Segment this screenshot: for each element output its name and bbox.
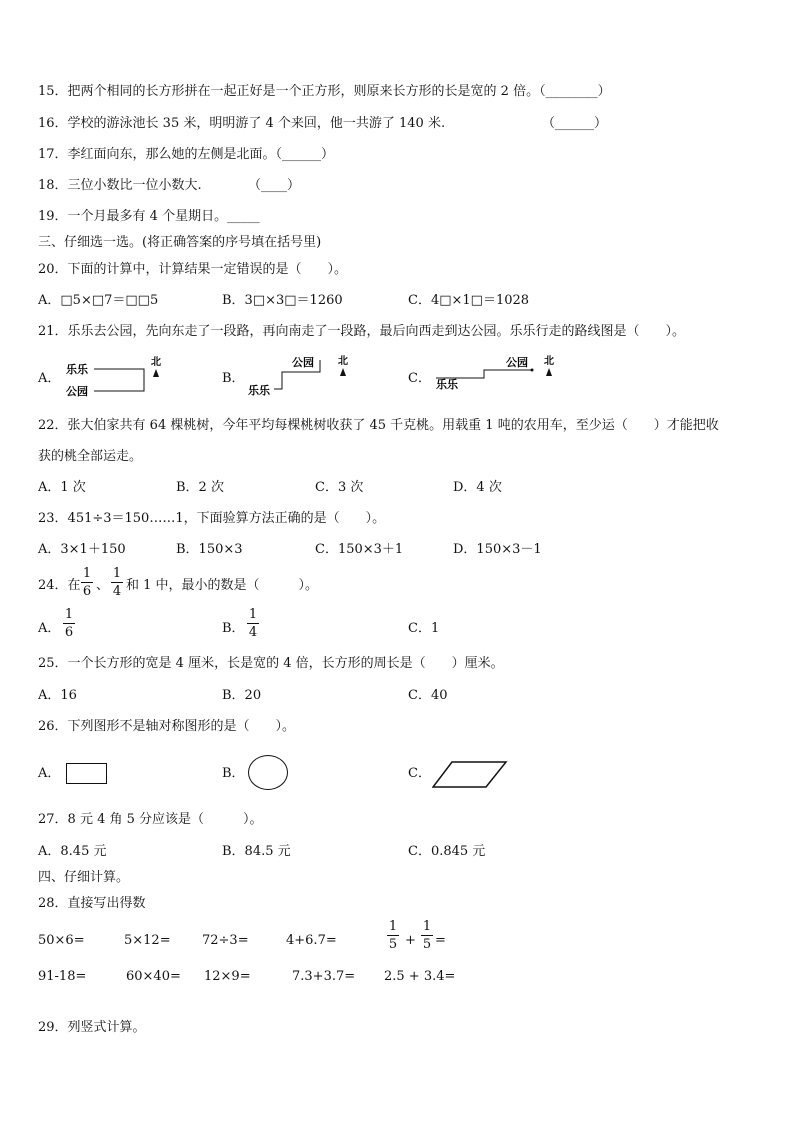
section-4-heading: 四、仔细计算。 [38,870,130,885]
q25-option-a[interactable]: A．16 [38,688,77,703]
question-29: 29．列竖式计算。 [38,1020,146,1035]
q21-option-c-label[interactable]: C． [408,371,431,386]
section-3-heading: 三、仔细选一选。(将正确答案的序号填在括号里) [38,235,322,250]
calc-item: 60×40= [126,969,181,984]
q23-option-b[interactable]: B．150×3 [176,542,243,557]
north-label: 北 [151,357,161,368]
question-22-line1: 22．张大伯家共有 64 棵桃树，今年平均每棵桃树收获了 45 千克桃。用载重 1 吨的农用车，至少运（ ）才能把收 [38,418,719,433]
question-26: 26．下列图形不是轴对称图形的是（ ）。 [38,719,296,734]
q25-option-c[interactable]: C．40 [408,688,448,703]
rectangle-shape [66,763,107,784]
q26-option-a-label[interactable]: A． [38,766,61,781]
plus-sign: + [405,933,416,948]
question-17: 17．李红面向东，那么她的左侧是北面。（______） [38,147,335,162]
q21-route-map-c [432,350,572,396]
q22-option-a[interactable]: A．1 次 [38,480,86,495]
calc-item: 12×9= [204,969,251,984]
answer-blank-18[interactable]: （____） [248,178,301,193]
north-label: 北 [338,356,348,367]
q20-option-b[interactable]: B．3□×3□＝1260 [222,293,343,308]
q24-option-c[interactable]: C．1 [408,621,440,636]
q21-route-map-b [246,352,356,398]
map-label-park: 公园 [66,385,88,398]
q26-option-c-label[interactable]: C． [408,766,431,781]
fraction-one-fifth: 1 5 [422,919,432,952]
north-arrow-icon [153,369,159,377]
question-25: 25．一个长方形的宽是 4 厘米，长是宽的 4 倍，长方形的周长是（ ）厘米。 [38,656,504,671]
question-20: 20．下面的计算中，计算结果一定错误的是（ ）。 [38,262,348,277]
question-28: 28．直接写出得数 [38,896,146,911]
question-18: 18．三位小数比一位小数大. [38,178,202,193]
q23-option-c[interactable]: C．150×3＋1 [315,542,404,557]
q27-option-b[interactable]: B．84.5 元 [222,844,291,859]
question-24-separator: 、 [96,578,110,593]
calc-item: 50×6= [38,933,85,948]
q20-option-c[interactable]: C．4□×1□＝1028 [408,293,530,308]
parallelogram-shape [432,760,508,790]
q22-option-c[interactable]: C．3 次 [315,480,364,495]
map-label-lele: 乐乐 [66,363,88,376]
q23-option-d[interactable]: D．150×3－1 [453,542,542,557]
q21-option-b-label[interactable]: B． [222,371,245,386]
question-22-line2: 获的桃全部运走。 [38,449,143,464]
north-arrow-icon [546,368,552,376]
question-21: 21．乐乐去公园，先向东走了一段路，再向南走了一段路，最后向西走到达公园。乐乐行走的路线图是（ ）。 [38,324,686,339]
map-label-park: 公园 [506,356,528,369]
question-19: 19．一个月最多有 4 个星期日。_____ [38,209,260,224]
fraction-one-sixth: 1 6 [82,566,92,599]
north-label: 北 [544,356,554,367]
fraction-one-quarter: 1 4 [112,566,122,599]
calc-item: 4+6.7= [286,933,337,948]
fraction-one-fifth: 1 5 [388,919,398,952]
north-arrow-icon [340,368,346,376]
map-label-lele: 乐乐 [436,378,458,391]
question-24-suffix: 和 1 中，最小的数是（ ）。 [126,578,319,593]
q26-option-b-label[interactable]: B． [222,766,245,781]
q24-option-b-fraction: 1 4 [248,607,258,640]
q24-option-a-fraction: 1 6 [64,607,74,640]
question-15: 15．把两个相同的长方形拼在一起正好是一个正方形，则原来长方形的长是宽的 2 倍。（________） [38,84,611,99]
circle-shape [248,755,288,790]
question-24-prefix: 24．在 [38,578,81,593]
q22-option-b[interactable]: B．2 次 [176,480,224,495]
q22-option-d[interactable]: D．4 次 [453,480,502,495]
q24-option-b[interactable]: B． [222,621,245,636]
map-label-lele: 乐乐 [248,384,270,397]
q27-option-c[interactable]: C．0.845 元 [408,844,486,859]
q25-option-b[interactable]: B．20 [222,688,262,703]
q20-option-a[interactable]: A．□5×□7＝□□5 [38,293,159,308]
calc-item: 2.5 + 3.4= [384,969,456,984]
question-27: 27．8 元 4 角 5 分应该是（ ）。 [38,812,263,827]
calc-item: 5×12= [124,933,171,948]
map-label-park: 公园 [292,356,314,369]
q21-route-map-a [62,355,172,401]
answer-blank-16[interactable]: （______） [542,116,608,131]
equals-sign: = [435,933,446,948]
question-16: 16．学校的游泳池长 35 米，明明游了 4 个来回，他一共游了 140 米. [38,116,446,131]
q24-option-a[interactable]: A． [38,621,61,636]
q27-option-a[interactable]: A．8.45 元 [38,844,107,859]
calc-item: 91-18= [38,969,87,984]
calc-item: 7.3+3.7= [292,969,356,984]
q23-option-a[interactable]: A．3×1＋150 [38,542,126,557]
calc-item: 72÷3= [202,933,249,948]
question-23: 23．451÷3＝150……1，下面验算方法正确的是（ ）。 [38,511,386,526]
q21-option-a-label[interactable]: A． [38,371,61,386]
